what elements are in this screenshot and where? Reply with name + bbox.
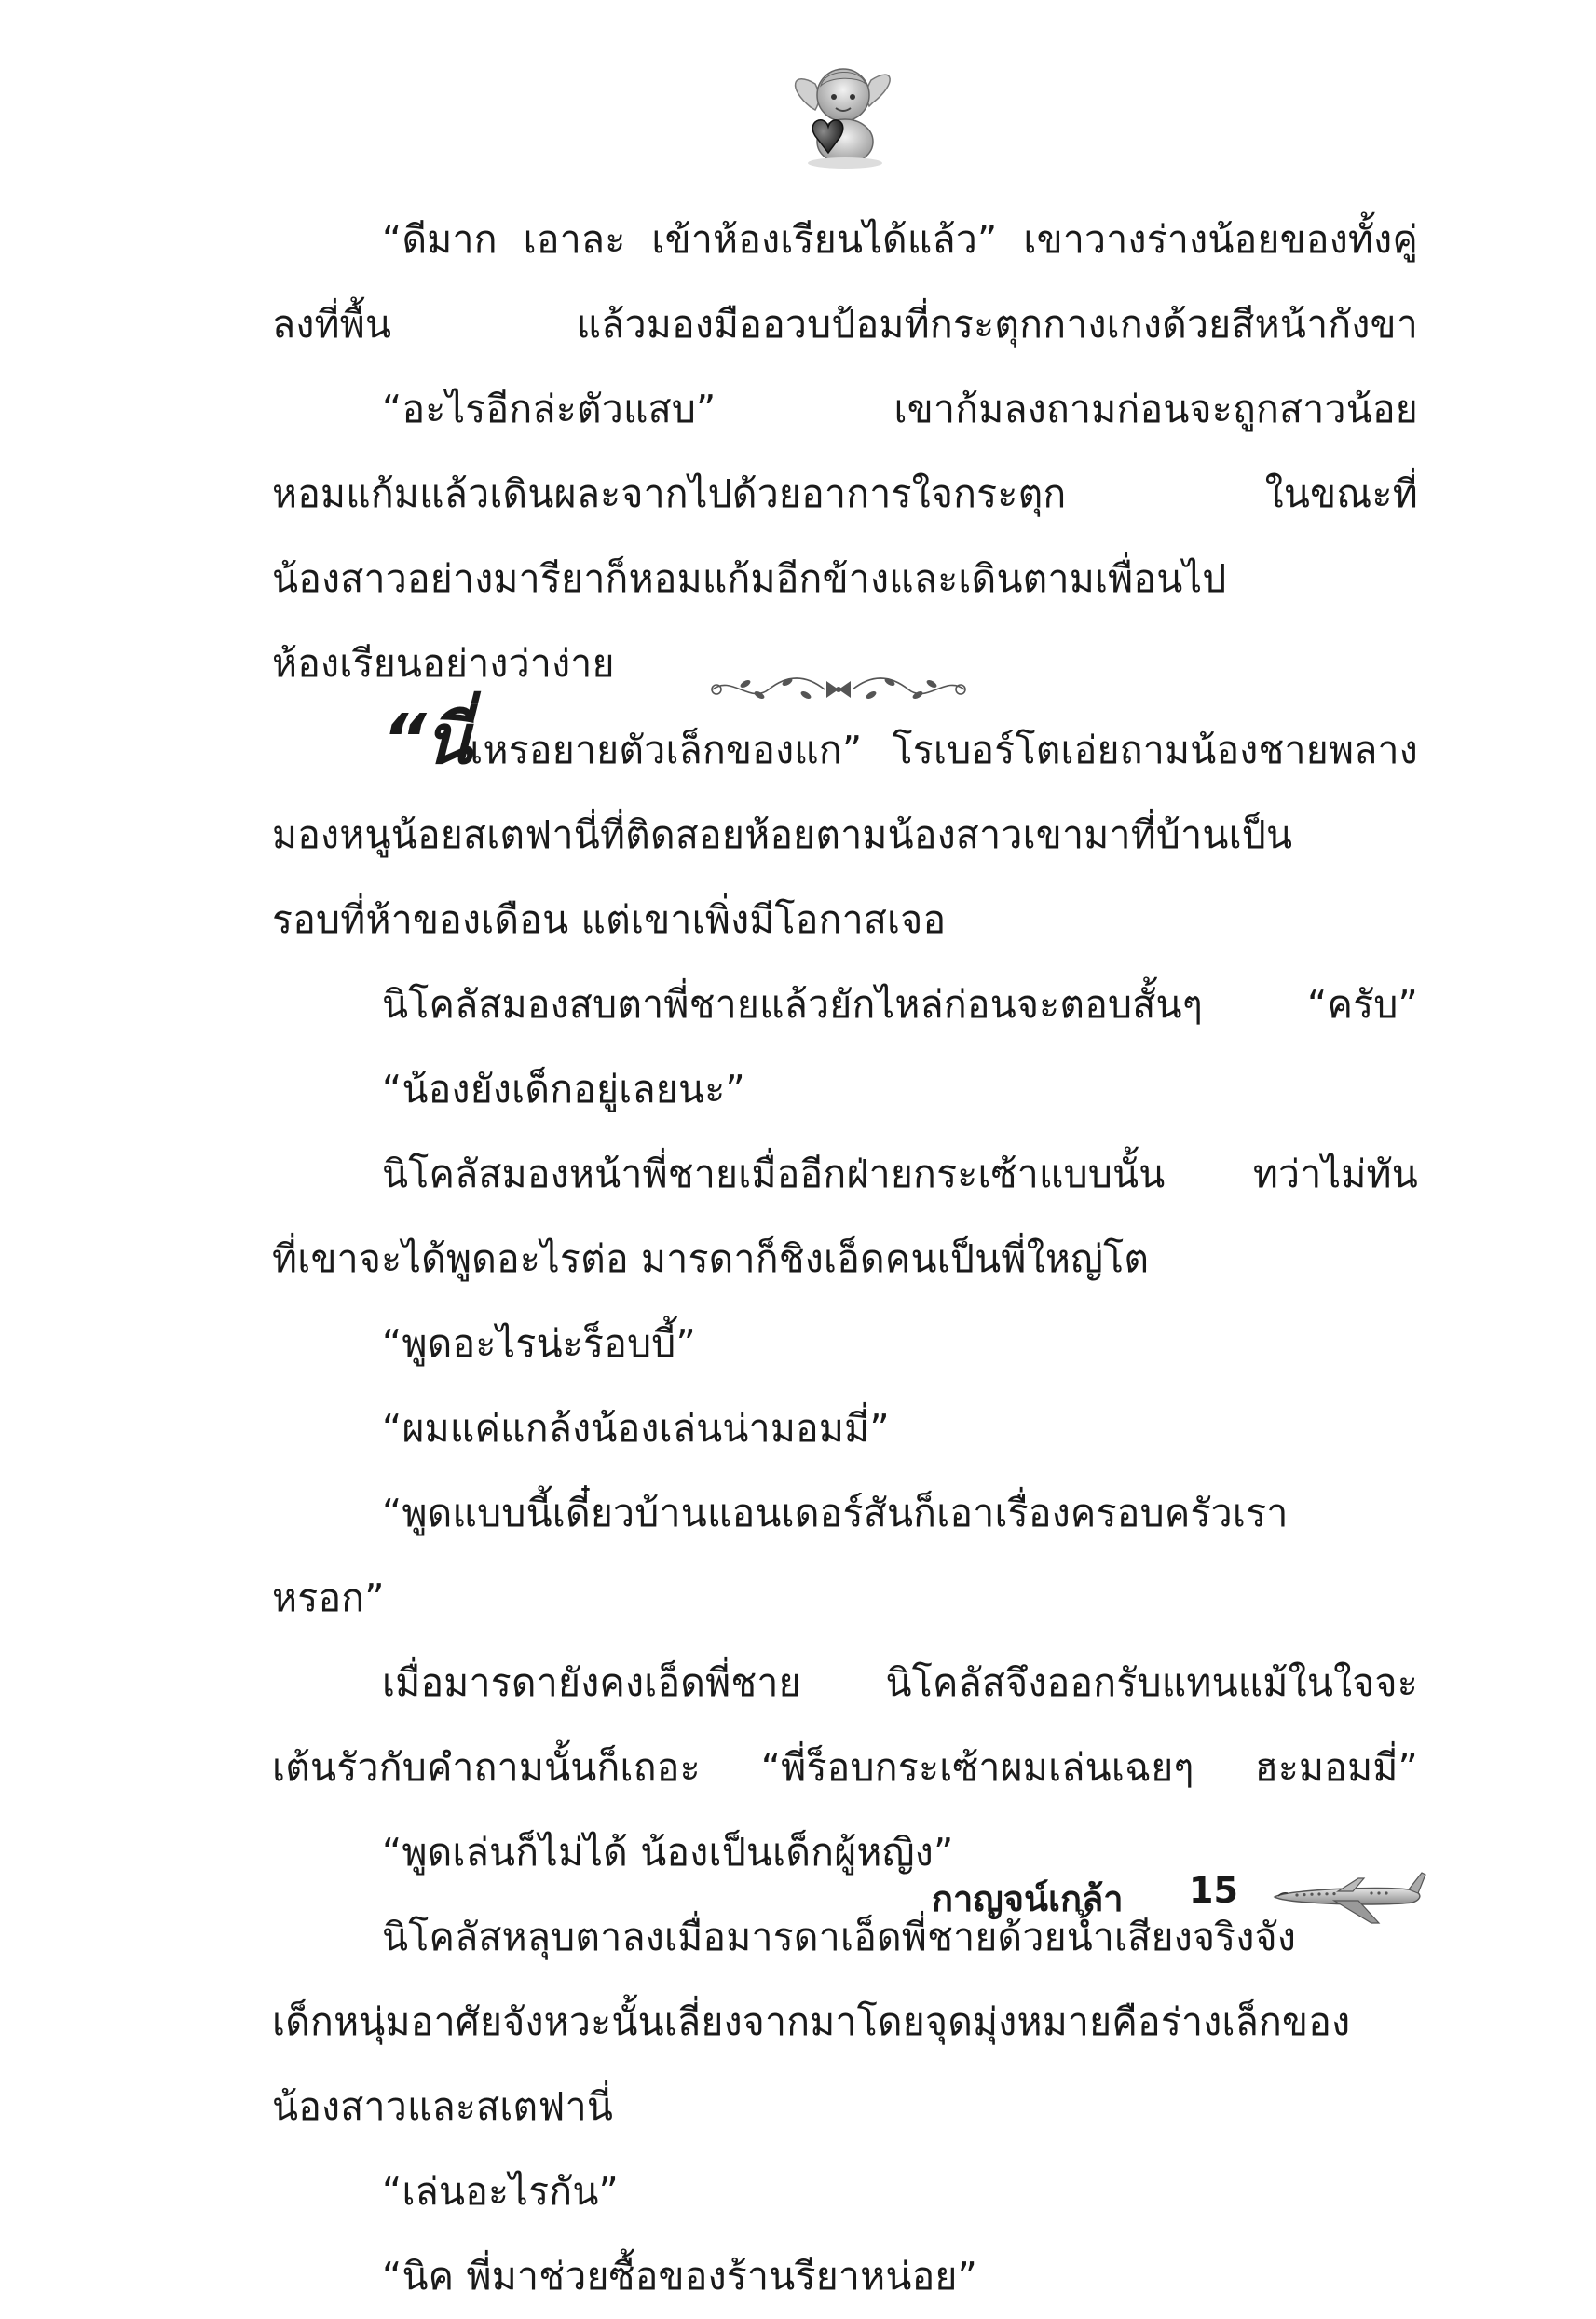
text-line: ห้องเรียนอย่างว่าง่าย xyxy=(272,641,615,686)
dropcap: “นี่ xyxy=(382,700,471,780)
airplane-icon xyxy=(1269,1863,1427,1930)
text-line: เด็กหนุ่มอาศัยจังหวะนั้นเลี่ยงจากมาโดยจุดมุ่งหมายคือร่างเล็กของ xyxy=(272,1999,1351,2044)
text-line: “พูดแบบนี้เดี๋ยวบ้านแอนเดอร์สันก็เอาเรื่องครอบครัวเรา xyxy=(382,1491,1289,1535)
text-line-with-dropcap xyxy=(272,700,1418,793)
text-line: “เล่นอะไรกัน” xyxy=(382,2169,619,2214)
text-line: นิโคลัสหลุบตาลงเมื่อมารดาเอ็ดพี่ชายด้วยน้ำเสียงจริงจัง xyxy=(382,1915,1297,1959)
text-line: มองหนูน้อยสเตฟานี่ที่ติดสอยห้อยตามน้องสาวเขามาที่บ้านเป็น xyxy=(272,812,1293,857)
text-line: น้องสาวอย่างมารียาก็หอมแก้มอีกข้างและเดินตามเพื่อนไป xyxy=(272,556,1227,601)
text-line: “น้องยังเด็กอยู่เลยนะ” xyxy=(382,1067,745,1112)
text-line: น้องสาวและสเตฟานี่ xyxy=(272,2084,614,2129)
page-number: 15 xyxy=(1189,1870,1238,1911)
text-line: หอมแก้มแล้วเดินผละจากไปด้วยอาการใจกระตุก ในขณะที่ xyxy=(272,471,1418,516)
paragraph-block-main xyxy=(272,700,1418,2319)
text-line: ลงที่พื้น แล้วมองมืออวบป้อมที่กระตุกกางเกงด้วยสีหน้ากังขา xyxy=(272,302,1418,347)
text-line: “พูดเล่นก็ไม่ได้ น้องเป็นเด็กผู้หญิง” xyxy=(382,1830,954,1875)
text-line: หรอก” xyxy=(272,1576,385,1620)
book-title: กาญจน์เกล้า xyxy=(932,1878,1124,1919)
text-line: ที่เขาจะได้พูดอะไรต่อ มารดาก็ชิงเอ็ดคนเป็นพี่ใหญ่โต xyxy=(272,1236,1150,1281)
text-line: เมื่อมารดายังคงเอ็ดพี่ชาย นิโคลัสจึงออกรับแทนแม้ในใจจะ xyxy=(382,1660,1418,1705)
text-line: “อะไรอีกล่ะตัวแสบ” เขาก้มลงถามก่อนจะถูกสาวน้อย xyxy=(382,387,1418,431)
text-line: “ผมแค่แกล้งน้องเล่นน่ามอมมี่” xyxy=(382,1406,890,1451)
text-line: “นิค พี่มาช่วยซื้อของร้านรียาหน่อย” xyxy=(382,2254,978,2299)
text-line: นิโคลัสมองหน้าพี่ชายเมื่ออีกฝ่ายกระเซ้าแบบนั้น ทว่าไม่ทัน xyxy=(382,1152,1418,1196)
paragraph-block-opening xyxy=(272,198,1418,706)
vine-ornament-divider xyxy=(703,671,974,708)
text-line: นิโคลัสมองสบตาพี่ชายแล้วยักไหล่ก่อนจะตอบสั้นๆ “ครับ” xyxy=(382,982,1418,1027)
text-line: “ดีมาก เอาละ เข้าห้องเรียนได้แล้ว” เขาวางร่างน้อยของทั้งคู่ xyxy=(382,217,1418,262)
text-line: เต้นรัวกับคำถามนั้นก็เถอะ “พี่ร็อบกระเซ้าผมเล่นเฉยๆ ฮะมอมมี่” xyxy=(272,1745,1418,1790)
text-span: เหรอยายตัวเล็กของแก” โรเบอร์โตเอ่ยถามน้องชายพลาง xyxy=(470,728,1418,772)
text-line: รอบที่ห้าของเดือน แต่เขาเพิ่งมีโอกาสเจอ xyxy=(272,897,947,942)
cherub-with-heart-icon xyxy=(787,56,899,172)
text-line: “พูดอะไรน่ะร็อบบี้” xyxy=(382,1321,696,1366)
